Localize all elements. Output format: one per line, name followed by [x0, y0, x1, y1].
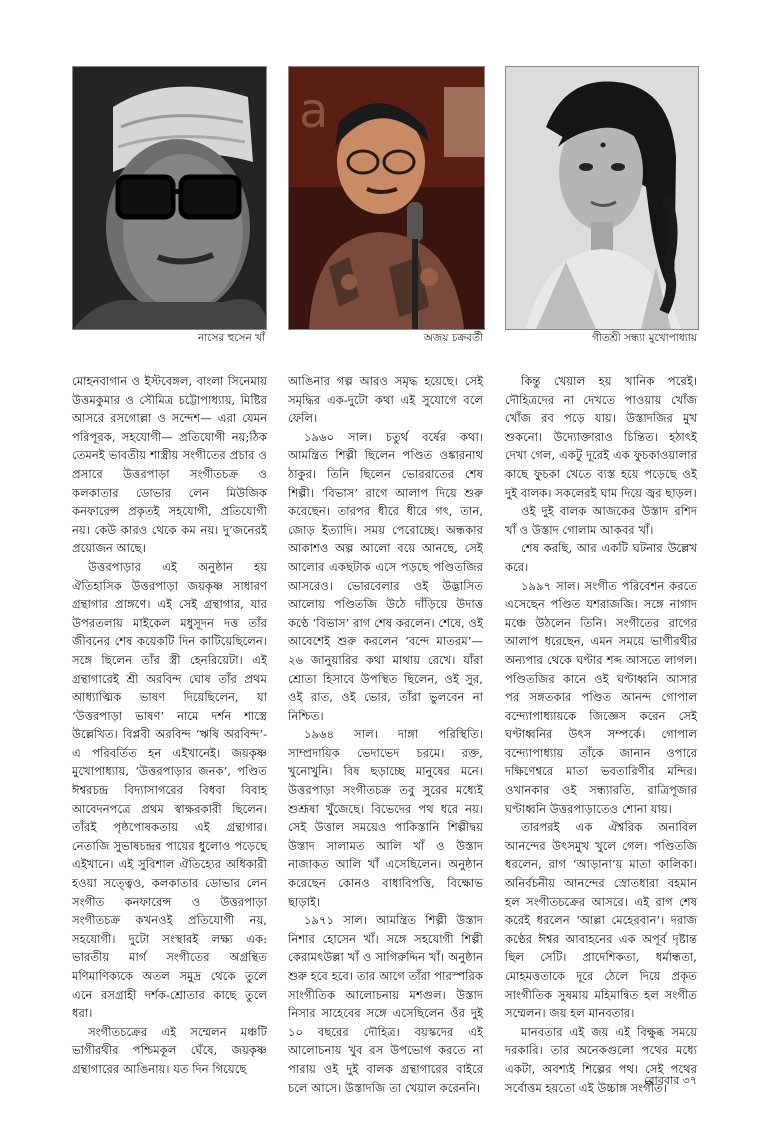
photo-caption: গীতশ্রী সন্ধ্যা মুখোপাধ্যায়	[591, 332, 697, 344]
paragraph: কিন্তু খেয়াল হয় খানিক পরেই। দৌহিত্রদের না দেখতে পাওয়ায় খোঁজ খোঁজ রব পড়ে যায়। উস্তাদজির মুখ শুকনো। উদ্যোক্তারাও চিন্তিত। হঠাৎই দেখা গেল, একটু দূরেই এক ফুচকাওয়ালার কাছে ফুচকা খেতে ব্যস্ত হয়ে পড়েছে ওই দুই বালক। সকলেরই ঘাম দিয়ে জ্বর ছাড়ল।	[505, 374, 697, 500]
paragraph: তারপরই এক ঐশ্বরিক অনাবিল আনন্দের উৎসমুখ খুলে গেল। পণ্ডিতজি ধরলেন, রাগ ‘আড়ানা’য় মাতা কালিকা। অনির্বচনীয় আনন্দের স্রোতধারা বহমান হল সংগীতচক্রের আসরে। এই রাগ শেষ করেই ধরলেন ‘আল্লা মেহেরবান’। দরাজ কণ্ঠের ঈশ্বর আবাহনের এক অপূর্ব দৃষ্টান্ত ছিল সেটি। প্রাদেশিকতা, ধর্মান্ধতা, মোহমত্ততাকে দূরে ঠেলে দিয়ে প্রকৃত সাংগীতিক সুষমায় মহিমান্বিত হল সংগীত সম্মেলন। জয় হল মানবতার।	[505, 820, 697, 1021]
paragraph: শেষ করছি, আর একটি ঘটনার উল্লেখ করে।	[505, 541, 697, 574]
paragraph: ১৯৬৪ সাল। দাঙ্গা পরিস্থিতি। সাম্প্রদায়িক ভেদাভেদ চরমে। রক্ত, খুনোখুনি। বিষ ছড়াচ্ছে মানুষের মনে। উত্তরপাড়া সংগীতচক্র তবু সুরের মধ্যেই শুশ্রূষা খুঁজেছে। বিভেদের পথ ধরে নয়। সেই উত্তাল সময়েও পাকিস্তানি শিল্পীদ্বয় উস্তাদ সালামত আলি খাঁ ও উস্তাদ নাজাকত আলি খাঁ এসেছিলেন। অনুষ্ঠান করেছেন কোনও বাধাবিপত্তি, বিক্ষোভ ছাড়াই।	[288, 727, 483, 909]
paragraph: ১৯৭১ সাল। আমন্ত্রিত শিল্পী উস্তাদ নিশার হোসেন খাঁ। সঙ্গে সহযোগী শিল্পী কেরামৎউল্লা খাঁ ও সাগিরুদ্দিন খাঁ। অনুষ্ঠান শুরু হবে হবে। তার আগে তাঁরা পারস্পরিক সাংগীতিক আলোচনায় মশগুল। উস্তাদ নিসার সাহেবের সঙ্গে এসেছিলেন ওঁর দুই ১০ বছরের দৌহিত্র। বয়স্কদের এই আলোচনায় খুব রস উপভোগ করতে না পারায় ওই দুই বালক গ্রন্থাগারের বাইরে চলে আসে। উস্তাদজি তা খেয়াল করেননি।	[288, 913, 483, 1095]
svg-text:a: a	[299, 83, 329, 139]
paragraph: আঙিনার গল্প আরও সমৃদ্ধ হয়েছে। সেই সমৃদ্ধির এক-দুটো কথা এই সুযোগে বলে ফেলি।	[288, 374, 483, 426]
photo-caption: অজয় চক্রবর্তী	[423, 332, 483, 344]
article-column-2	[288, 372, 483, 1095]
paragraph: উত্তরপাড়ার এই অনুষ্ঠান হয় ঐতিহাসিক উত্তরপাড়া জয়কৃষ্ণ সাধারণ গ্রন্থাগার প্রাঙ্গণে। এই সেই গ্রন্থাগার, যার উপরতলায় মাইকেল মধুসূদন দত্ত তাঁর জীবনের শেষ কয়েকটি দিন কাটিয়েছিলেন। সঙ্গে ছিলেন তাঁর স্ত্রী হেনরিয়েটা। এই গ্রন্থাগারেই শ্রী অরবিন্দ ঘোষ তাঁর প্রথম আধ্যাত্মিক ভাষণ দিয়েছিলেন, যা ‘উত্তরপাড়া ভাষণ’ নামে দর্শন শাস্ত্রে উল্লেখিত। বিপ্লবী অরবিন্দ ‘ঋষি অরবিন্দ’-এ পরিবর্তিত হন এইখানেই। জয়কৃষ্ণ মুখোপাধ্যায়, ‘উত্তরপাড়ার জনক’, পণ্ডিত ঈশ্বরচন্দ্র বিদ্যাসাগরের বিধবা বিবাহ আবেদনপত্রে প্রথম স্বাক্ষরকারী ছিলেন। তাঁরই পৃষ্ঠপোষকতায় এই গ্রন্থাগার। নেতাজি সুভাষচন্দ্রর পায়ের ধুলোও পড়েছে এইখানে। এই সুবিশাল ঐতিহ্যের অধিকারী হওয়া সত্ত্বেও, কলকাতার ডোভার লেন সংগীত কনফারেন্স ও উত্তরপাড়া সংগীতচক্র কখনওই প্রতিযোগী নয়, সহযোগী। দুটো সংস্থারই লক্ষ্য এক: ভারতীয় মার্গ সংগীতের অগ্রন্থিত মণিমাণিক্যকে অতল সমুদ্র থেকে তুলে এনে রসগ্রাহী দর্শক-শ্রোতার কাছে তুলে ধরা।	[72, 559, 267, 1021]
article-column-1	[72, 372, 267, 1076]
photo-caption: নাসের হুসেন খাঁ	[198, 332, 265, 344]
photo-naser-hussain-khan	[72, 66, 267, 330]
photo-sandhya-mukhopadhyay	[505, 66, 699, 330]
paragraph: ওই দুই বালক আজকের উস্তাদ রশিদ খাঁ ও উস্তাদ গোলাম আকবর খাঁ।	[505, 504, 697, 537]
photo-ajoy-chakrabarty	[288, 66, 485, 330]
paragraph: সংগীতচক্রের এই সম্মেলন মঞ্চটি ভাগীরথীর পশ্চিমকূল ঘেঁষে, জয়কৃষ্ণ গ্রন্থাগারের আঙিনায়। যত দিন গিয়েছে	[72, 1024, 267, 1076]
paragraph: মানবতার এই জয় এই বিক্ষুব্ধ সময়ে দরকারি। তার অনেকগুলো পথের মধ্যে একটা, অবশ্যই শিল্পের পথ। সেই পথের সর্বোত্তম হয়তো এই উচ্চাঙ্গ সংগীত।	[505, 1024, 697, 1095]
paragraph: ১৯৯৭ সাল। সংগীত পরিবেশন করতে এসেছেন পণ্ডিত যশরাজজি। সঙ্গে নাগাদ মঞ্চে উঠলেন তিনি। সংগীতের রাগের আলাপ ধরেছেন, এমন সময়ে ভাগীরথীর অন্যপার থেকে ঘণ্টার শব্দ আসতে লাগল। পণ্ডিতজির কানে ওই ঘণ্টাধ্বনি আসার পর সঙ্গতকার পণ্ডিত আনন্দ গোপাল বন্দ্যোপাধ্যায়কে জিজ্ঞেস করেন সেই ঘণ্টাধ্বনির উৎস সম্পর্কে। গোপাল বন্দ্যোপাধ্যায় তাঁকে জানান ওপারে দক্ষিণেশ্বরে মাতা ভবতারিণীর মন্দির। ওখানকার ওই সন্ধ্যারতি, রাত্রিপূজার ঘণ্টাধ্বনি উত্তরপাড়াতেও শোনা যায়।	[505, 578, 697, 816]
paragraph: মোহনবাগান ও ইস্টবেঙ্গল, বাংলা সিনেমায় উত্তমকুমার ও সৌমিত্র চট্টোপাধ্যায়, মিষ্টির আসরে রসগোল্লা ও সন্দেশ— এরা যেমন পরিপূরক, সহযোগী— প্রতিযোগী নয়;ঠিক তেমনই ভাবতীয় শাস্ত্রীয় সংগীতের প্রচার ও প্রসারে উত্তরপাড়া সংগীতচক্র ও কলকাতার ডোভার লেন মিউজিক কনফারেন্স প্রকৃতই সহযোগী, প্রতিযোগী নয়। কেউ কারও থেকে কম নয়। দু’জনেরই প্রয়োজন আছে।	[72, 374, 267, 556]
page-folio: রোববার ৩৭	[644, 1074, 697, 1087]
paragraph: ১৯৬০ সাল। চতুর্থ বর্ষের কথা। আমন্ত্রিত শিল্পী ছিলেন পণ্ডিত ওঙ্কারনাথ ঠাকুর। তিনি ছিলেন ভোররাতের শেষ শিল্পী। ‘বিভাস’ রাগে আলাপ দিয়ে শুরু করেছেন। তারপর ধীরে ধীরে গৎ, তান, জোড় ইত্যাদি। সময় পেরোচ্ছে। অন্ধকার আকাশও অল্প আলো বয়ে আনছে, সেই আলোর একছটাক এসে পড়ছে পণ্ডিতজির আসরেও। ভোরবেলার ওই উদ্ভাসিত আলোয় পণ্ডিতজি উঠে দাঁড়িয়ে উদাত্ত কণ্ঠে ‘বিভাস’ রাগ শেষ করলেন। শেষে, ওই আবেশেই শুরু করলেন ‘বন্দে মাতরম’— ২৬ জানুয়ারির কথা মাথায় রেখে। যাঁরা শ্রোতা হিসাবে উপস্থিত ছিলেন, ওই সুর, ওই রাত, ওই ভোর, তাঁরা ভুলবেন না নিশ্চিত।	[288, 429, 483, 723]
